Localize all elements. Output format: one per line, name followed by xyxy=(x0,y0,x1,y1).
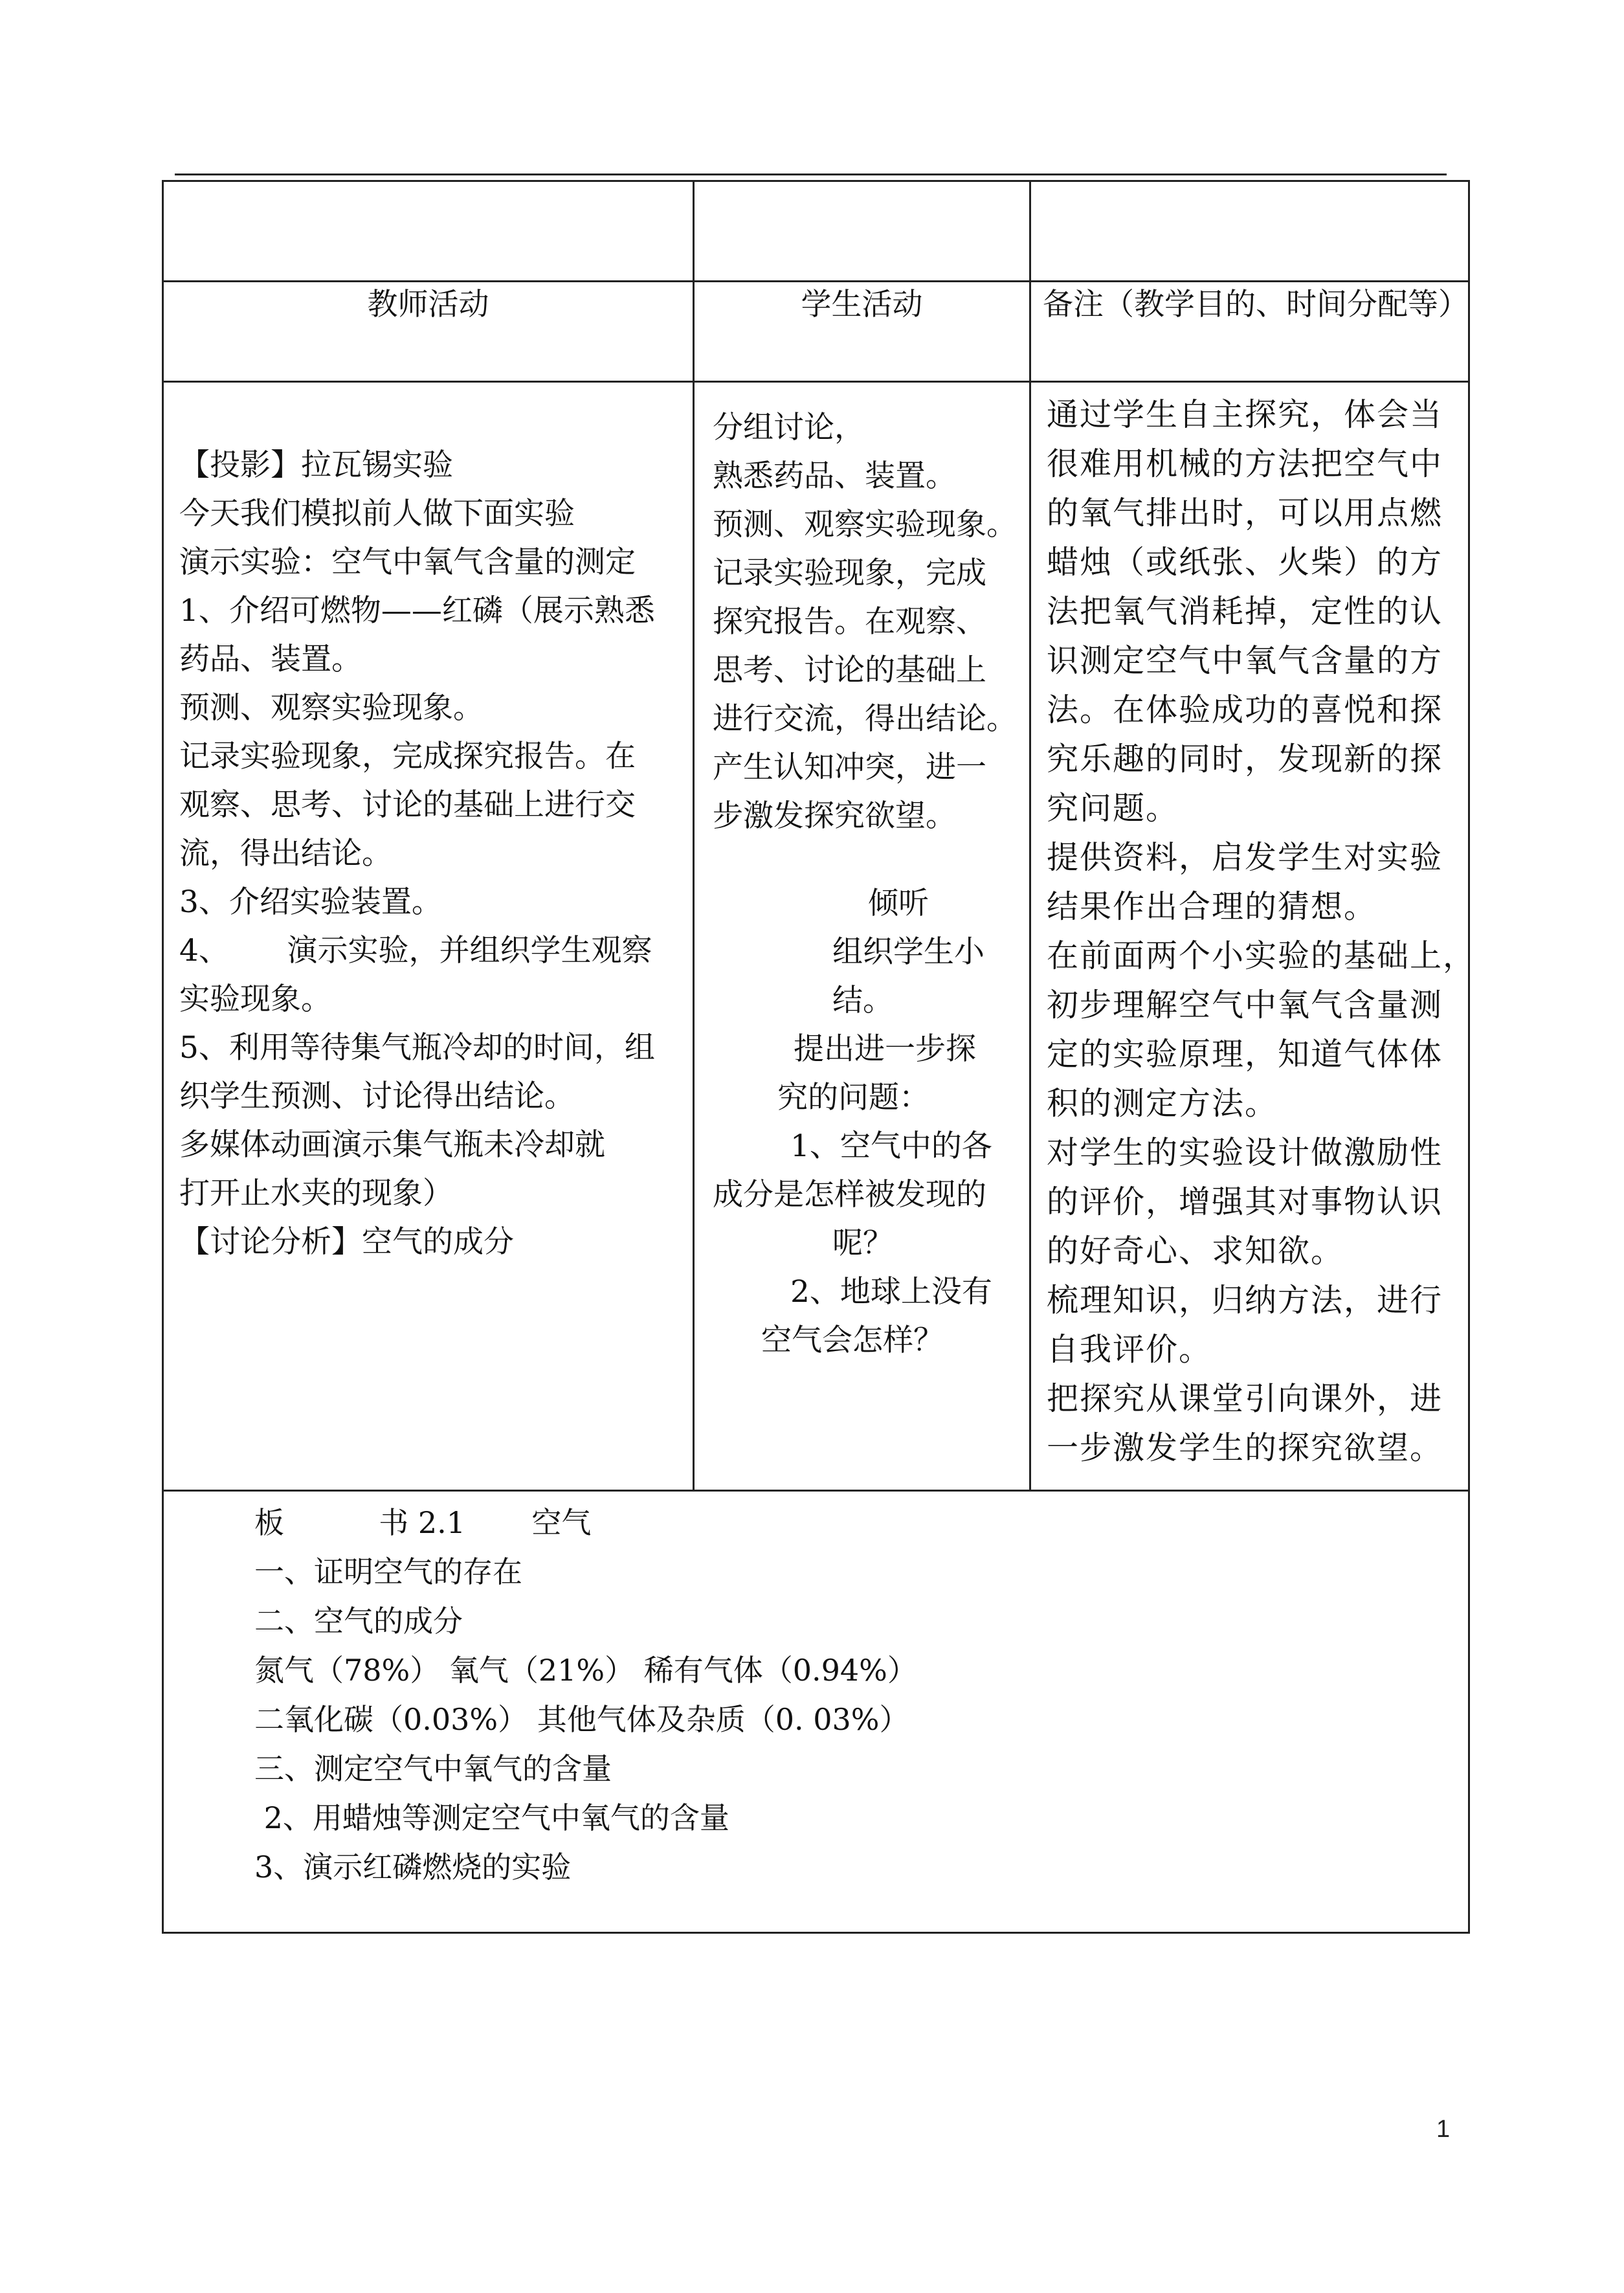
student-line: 分组讨论， xyxy=(713,410,865,445)
empty-top-row xyxy=(163,181,1469,282)
blackboard-row xyxy=(163,1491,1469,1933)
note-line: 积的测定方法。 xyxy=(1047,1085,1278,1122)
student-line: 思考、讨论的基础上 xyxy=(713,653,986,688)
teacher-line: 预测、观察实验现象。 xyxy=(179,690,484,726)
student-question-line: 结。 xyxy=(832,983,893,1018)
teacher-line: 【投影】拉瓦锡实验 xyxy=(179,447,453,483)
teacher-line: 实验现象。 xyxy=(179,981,331,1017)
student-question-line: 提出进一步探 xyxy=(794,1031,976,1067)
student-activity-text xyxy=(695,383,1029,1365)
student-line: 产生认知冲突，进一 xyxy=(713,750,986,785)
student-line: 记录实验现象，完成 xyxy=(713,555,986,591)
teacher-activity-header: 教师活动 xyxy=(163,282,694,382)
student-question-line: 1、空气中的各 xyxy=(790,1128,992,1164)
note-line: 把探究从课堂引向课外，进 xyxy=(1047,1380,1443,1417)
note-line: 法。在体验成功的喜悦和探 xyxy=(1047,691,1443,728)
note-line: 的评价，增强其对事物认识 xyxy=(1047,1183,1443,1220)
teacher-line: 【讨论分析】空气的成分 xyxy=(179,1224,514,1260)
student-line: 步激发探究欲望。 xyxy=(713,798,956,834)
blackboard-line: 氮气（78%） 氧气（21%） 稀有气体（0.94%） xyxy=(254,1653,917,1688)
student-line: 熟悉药品、装置。 xyxy=(713,458,956,494)
teacher-line: 多媒体动画演示集气瓶未冷却就 xyxy=(179,1127,605,1163)
header-rule xyxy=(175,173,1447,175)
teacher-line: 记录实验现象，完成探究报告。在 xyxy=(179,739,636,774)
student-question-line: 2、地球上没有 xyxy=(790,1274,992,1310)
note-line: 很难用机械的方法把空气中 xyxy=(1047,445,1443,482)
blackboard-line: 三、测定空气中氧气的含量 xyxy=(254,1751,612,1786)
student-question-line: 空气会怎样？ xyxy=(761,1323,944,1358)
header-row xyxy=(163,282,1469,382)
note-line: 结果作出合理的猜想。 xyxy=(1047,888,1377,925)
student-question-line: 组织学生小 xyxy=(832,934,984,970)
teacher-line: 3、介绍实验装置。 xyxy=(179,884,442,920)
blackboard-line: 一、证明空气的存在 xyxy=(254,1554,522,1589)
student-question-line: 倾听 xyxy=(868,886,929,921)
student-line: 进行交流，得出结论。 xyxy=(713,701,1017,737)
empty-cell-note xyxy=(1030,181,1469,282)
teacher-line: 今天我们模拟前人做下面实验 xyxy=(179,496,575,531)
teacher-line: 药品、装置。 xyxy=(179,642,362,677)
lesson-plan-table xyxy=(162,180,1476,1934)
blackboard-line: 板 书 2.1 空气 xyxy=(254,1505,592,1540)
note-line: 对学生的实验设计做激励性 xyxy=(1047,1134,1443,1171)
note-line: 识测定空气中氧气含量的方 xyxy=(1047,642,1443,679)
blackboard-line: 2、用蜡烛等测定空气中氧气的含量 xyxy=(254,1800,729,1835)
note-line: 在前面两个小实验的基础上， xyxy=(1047,937,1476,974)
note-line: 自我评价。 xyxy=(1047,1331,1212,1368)
note-line: 究乐趣的同时，发现新的探 xyxy=(1047,741,1443,777)
notes-text xyxy=(1031,383,1476,1473)
teacher-line: 打开止水夹的现象） xyxy=(179,1176,453,1211)
student-activity-cell xyxy=(694,382,1030,1491)
empty-cell-student xyxy=(694,181,1030,282)
note-line: 初步理解空气中氧气含量测 xyxy=(1047,987,1443,1023)
note-line: 一步激发学生的探究欲望。 xyxy=(1047,1429,1443,1466)
student-activity-upper xyxy=(713,403,1019,840)
blackboard-line: 3、演示红磷燃烧的实验 xyxy=(254,1850,572,1885)
empty-cell-teacher xyxy=(163,181,694,282)
student-line: 探究报告。在观察、 xyxy=(713,604,986,640)
note-line: 究问题。 xyxy=(1047,790,1179,827)
student-activity-header: 学生活动 xyxy=(694,282,1030,382)
student-question-line: 呢？ xyxy=(832,1225,893,1261)
blackboard-line: 二氧化碳（0.03%） 其他气体及杂质（0. 03%） xyxy=(254,1702,909,1737)
student-question-line: 究的问题： xyxy=(777,1080,929,1115)
teacher-line: 流，得出结论。 xyxy=(179,836,392,871)
teacher-line: 演示实验：空气中氧气含量的测定 xyxy=(179,544,636,580)
note-line: 的好奇心、求知欲。 xyxy=(1047,1233,1344,1270)
student-line: 预测、观察实验现象。 xyxy=(713,507,1017,542)
student-question-line: 成分是怎样被发现的 xyxy=(713,1177,986,1213)
teacher-activity-text xyxy=(164,383,693,1266)
note-line: 梳理知识，归纳方法，进行 xyxy=(1047,1282,1443,1319)
note-line: 通过学生自主探究，体会当 xyxy=(1047,396,1443,433)
teacher-line: 5、利用等待集气瓶冷却的时间，组 xyxy=(179,1030,655,1066)
notes-header: 备注（教学目的、时间分配等） xyxy=(1030,282,1469,382)
note-line: 定的实验原理，知道气体体 xyxy=(1047,1036,1443,1073)
teacher-line: 观察、思考、讨论的基础上进行交 xyxy=(179,787,636,823)
notes-cell xyxy=(1030,382,1476,1491)
activity-row xyxy=(163,382,1469,1491)
page-number: 1 xyxy=(1436,2116,1451,2143)
note-line: 蜡烛（或纸张、火柴）的方 xyxy=(1047,544,1443,581)
blackboard-text xyxy=(164,1492,1468,1892)
blackboard-line: 二、空气的成分 xyxy=(254,1604,463,1639)
note-line: 提供资料，启发学生对实验 xyxy=(1047,839,1443,876)
student-activity-lower xyxy=(713,879,1019,1365)
teacher-line: 4、 演示实验，并组织学生观察 xyxy=(179,933,652,968)
teacher-activity-cell xyxy=(163,382,694,1491)
teacher-line: 织学生预测、讨论得出结论。 xyxy=(179,1079,575,1114)
note-line: 的氧气排出时，可以用点燃 xyxy=(1047,495,1443,531)
teacher-line: 1、介绍可燃物——红磷（展示熟悉 xyxy=(179,593,655,629)
note-line: 法把氧气消耗掉，定性的认 xyxy=(1047,593,1443,630)
blackboard-cell xyxy=(163,1491,1469,1933)
